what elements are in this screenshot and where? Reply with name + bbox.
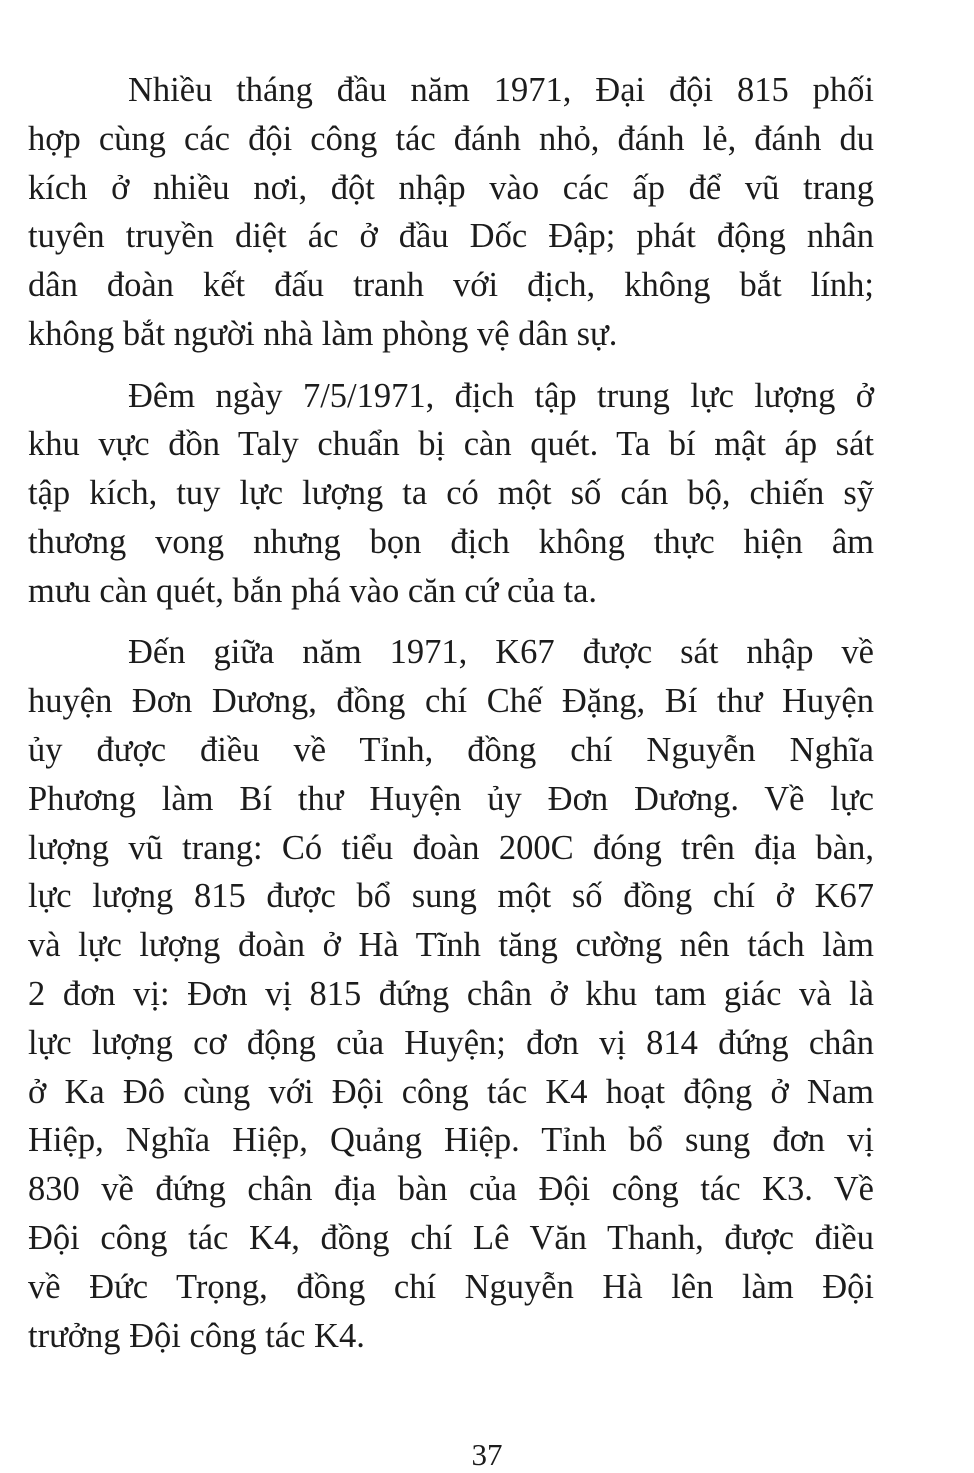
- paragraph-3: [28, 628, 874, 1360]
- text-line: 2 đơn vị: Đơn vị 815 đứng chân ở khu tam giác và là: [28, 974, 874, 1013]
- text-line: huyện Đơn Dương, đồng chí Chế Đặng, Bí thư Huyện: [28, 682, 874, 721]
- page-number: 37: [471, 1437, 503, 1472]
- paragraph-2: [28, 372, 874, 616]
- text-line: Đêm ngày 7/5/1971, địch tập trung lực lượng ở: [128, 376, 874, 415]
- text-line: trưởng Đội công tác K4.: [28, 1316, 365, 1355]
- text-line: mưu càn quét, bắn phá vào căn cứ của ta.: [28, 571, 598, 610]
- paragraph-1: [28, 66, 874, 359]
- text-line: tập kích, tuy lực lượng ta có một số cán bộ, chiến sỹ: [28, 474, 874, 513]
- text-line: Hiệp, Nghĩa Hiệp, Quảng Hiệp. Tỉnh bổ sung đơn vị: [28, 1121, 874, 1160]
- text-line: Đội công tác K4, đồng chí Lê Văn Thanh, được điều: [28, 1218, 874, 1257]
- text-line: ở Ka Đô cùng với Đội công tác K4 hoạt động ở Nam: [28, 1072, 874, 1111]
- text-line: kích ở nhiều nơi, đột nhập vào các ấp để vũ trang: [28, 168, 874, 207]
- body-text: [28, 66, 874, 1373]
- text-line: Nhiều tháng đầu năm 1971, Đại đội 815 phối: [128, 71, 874, 109]
- text-line: không bắt người nhà làm phòng vệ dân sự.: [28, 314, 618, 353]
- text-line: lực lượng cơ động của Huyện; đơn vị 814 đứng chân: [28, 1023, 874, 1062]
- text-line: hợp cùng các đội công tác đánh nhỏ, đánh lẻ, đánh du: [28, 119, 874, 158]
- text-line: Phương làm Bí thư Huyện ủy Đơn Dương. Về lực: [28, 779, 874, 818]
- text-line: khu vực đồn Taly chuẩn bị càn quét. Ta bí mật áp sát: [28, 425, 874, 464]
- text-line: về Đức Trọng, đồng chí Nguyễn Hà lên làm Đội: [28, 1267, 874, 1306]
- text-line: lực lượng 815 được bổ sung một số đồng chí ở K67: [28, 877, 874, 916]
- text-line: lượng vũ trang: Có tiểu đoàn 200C đóng trên địa bàn,: [28, 828, 874, 867]
- text-line: thương vong nhưng bọn địch không thực hiện âm: [28, 522, 874, 561]
- text-line: Đến giữa năm 1971, K67 được sát nhập về: [128, 633, 874, 672]
- text-line: và lực lượng đoàn ở Hà Tĩnh tăng cường nên tách làm: [28, 926, 874, 965]
- text-line: dân đoàn kết đấu tranh với địch, không bắt lính;: [28, 266, 874, 305]
- text-line: ủy được điều về Tỉnh, đồng chí Nguyễn Nghĩa: [28, 730, 874, 769]
- text-line: 830 về đứng chân địa bàn của Đội công tác K3. Về: [28, 1170, 874, 1209]
- text-line: tuyên truyền diệt ác ở đầu Dốc Đập; phát động nhân: [28, 217, 874, 256]
